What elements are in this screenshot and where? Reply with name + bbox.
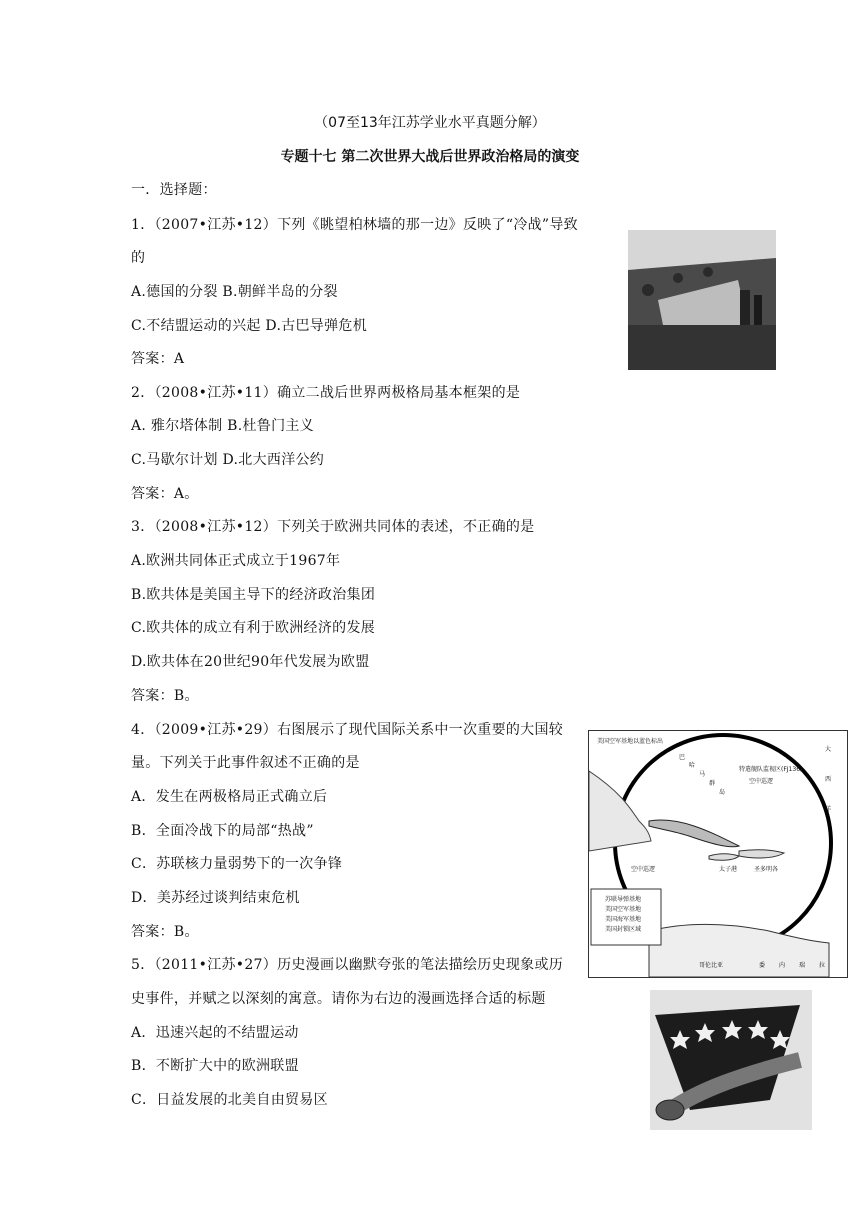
eu-carpet-cartoon <box>650 990 812 1130</box>
question-3-option-d: D.欧共体在20世纪90年代发展为欧盟 <box>131 654 370 670</box>
berlin-wall-photo-drawing <box>628 230 776 370</box>
map-label-nei: 内 <box>779 962 786 969</box>
map-label-la: 拉 <box>819 962 826 969</box>
map-label-ba: 巴 <box>679 754 686 761</box>
question-4-stem-line2: 量。下列关于此事件叙述不正确的是 <box>131 755 360 771</box>
document-title: 专题十七 第二次世界大战后世界政治格局的演变 <box>280 149 580 165</box>
question-5-option-b: B．不断扩大中的欧洲联盟 <box>131 1058 299 1074</box>
map-label-air-patrol-1: 空中巡逻 <box>749 778 774 785</box>
map-label-task-force: 特遣舰队监视区(FJ136) <box>739 766 803 773</box>
section-heading: 一．选择题： <box>131 182 217 198</box>
map-legend-2: 美国空军基地 <box>605 906 642 913</box>
map-label-ma: 马 <box>699 771 706 778</box>
question-1-option-line2: C.不结盟运动的兴起 D.古巴导弹危机 <box>131 318 367 334</box>
map-label-wei: 委 <box>759 962 766 969</box>
map-label-rui: 瑞 <box>799 962 806 969</box>
map-legend-1: 苏联导弹基地 <box>605 896 642 903</box>
caribbean-map <box>588 730 848 978</box>
map-label-ha: 哈 <box>689 762 696 769</box>
question-5-stem-line2: 史事件，并赋之以深刻的寓意。请你为右边的漫画选择合适的标题 <box>131 991 546 1007</box>
question-1-stem-line2: 的 <box>131 250 146 266</box>
map-label-port-au-prince: 太子港 <box>719 866 738 873</box>
question-2-option-line2: C.马歇尔计划 D.北大西洋公约 <box>131 452 325 468</box>
question-5-option-a: A．迅速兴起的不结盟运动 <box>131 1025 299 1041</box>
eu-carpet-cartoon-drawing <box>650 990 812 1130</box>
question-1-stem-line1: 1．（2007•江苏•12）下列《眺望柏林墙的那一边》反映了“冷战”导致 <box>131 217 578 233</box>
map-legend-3: 美国海军基地 <box>605 916 642 923</box>
question-4-option-c: C．苏联核力量弱势下的一次争锋 <box>131 856 343 872</box>
map-label-qun: 群 <box>709 780 716 787</box>
question-4-stem-line1: 4．（2009•江苏•29）右图展示了现代国际关系中一次重要的大国较 <box>131 722 564 738</box>
question-2-answer: 答案：A。 <box>131 486 199 502</box>
question-1-answer: 答案：A <box>131 351 185 367</box>
question-4-option-d: D．美苏经过谈判结束危机 <box>131 890 300 906</box>
berlin-wall-photo <box>628 230 776 370</box>
map-label-yang: 洋 <box>825 806 832 813</box>
map-label-top: 美国空军基地以蓝色标出 <box>597 738 664 745</box>
map-label-air-patrol-2: 空中巡逻 <box>631 866 656 873</box>
question-4-answer: 答案：B。 <box>131 924 199 940</box>
map-label-dao: 岛 <box>719 789 726 796</box>
map-legend-4: 美国封锁区域 <box>605 926 642 933</box>
question-3-option-c: C.欧共体的成立有利于欧洲经济的发展 <box>131 620 376 636</box>
question-3-stem: 3．（2008•江苏•12）下列关于欧洲共同体的表述，不正确的是 <box>131 519 535 535</box>
question-4-option-b: B．全面冷战下的局部“热战” <box>131 823 314 839</box>
map-label-santo-domingo: 圣多明各 <box>754 866 779 873</box>
question-3-answer: 答案：B。 <box>131 688 199 704</box>
document-subtitle: （07至13年江苏学业水平真题分解） <box>314 115 546 131</box>
question-5-option-c: C．日益发展的北美自由贸易区 <box>131 1092 328 1108</box>
caribbean-map-drawing <box>589 731 847 977</box>
question-3-option-b: B.欧共体是美国主导下的经济政治集团 <box>131 587 376 603</box>
question-4-option-a: A．发生在两极格局正式确立后 <box>131 789 328 805</box>
question-5-stem-line1: 5．（2011•江苏•27）历史漫画以幽默夸张的笔法描绘历史现象或历 <box>131 957 564 973</box>
question-1-option-line1: A.德国的分裂 B.朝鲜半岛的分裂 <box>131 284 338 300</box>
question-2-option-line1: A. 雅尔塔体制 B.杜鲁门主义 <box>131 418 314 434</box>
question-2-stem: 2．（2008•江苏•11）确立二战后世界两极格局基本框架的是 <box>131 385 521 401</box>
map-label-xi: 西 <box>825 776 832 783</box>
map-label-da: 大 <box>825 746 832 753</box>
question-3-option-a: A.欧洲共同体正式成立于1967年 <box>131 553 341 569</box>
map-label-colombia: 哥伦比亚 <box>699 962 724 969</box>
